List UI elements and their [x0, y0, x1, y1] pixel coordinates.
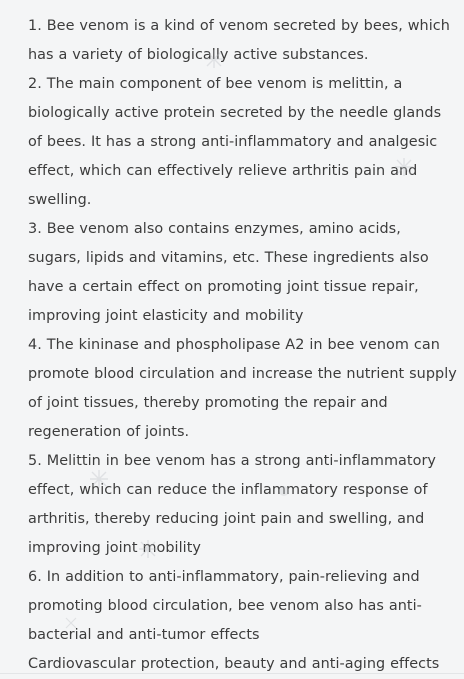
watermark-icon	[60, 612, 82, 634]
paragraph-4: 4. The kininase and phospholipase A2 in bee venom can promote blood circulation and increase the nutrient supply of joint tissues, thereby promoting the repair and regeneration of joints.	[28, 337, 457, 440]
watermark-icon	[88, 468, 110, 490]
watermark-icon	[393, 156, 415, 178]
paragraph-3: 3. Bee venom also contains enzymes, amino acids, sugars, lipids and vitamins, etc. These ingredients also have a certain effect on promoting joint tissue repair, improving joint elasticity and mobility	[28, 221, 429, 324]
watermark-icon	[137, 538, 159, 560]
paragraph-7: Cardiovascular protection, beauty and anti-aging effects	[28, 656, 440, 672]
paragraph-2: 2. The main component of bee venom is melittin, a biologically active protein secreted by the needle glands of bees. It has a strong anti-inflammatory and analgesic effect, which can effectively relieve arthritis pain and swelling.	[28, 76, 442, 208]
paragraph-1: 1. Bee venom is a kind of venom secreted by bees, which has a variety of biologically active substances.	[28, 18, 450, 63]
paragraph-5: 5. Melittin in bee venom has a strong anti-inflammatory effect, which can reduce the inflammatory response of arthritis, thereby reducing joint pain and swelling, and improving joint mobility	[28, 453, 436, 556]
article-body	[28, 12, 458, 679]
watermark-icon	[203, 48, 225, 70]
paragraph-6: 6. In addition to anti-inflammatory, pain-relieving and promoting blood circulation, bee venom also has anti-bacterial and anti-tumor effects	[28, 569, 422, 643]
watermark-icon	[273, 480, 295, 502]
